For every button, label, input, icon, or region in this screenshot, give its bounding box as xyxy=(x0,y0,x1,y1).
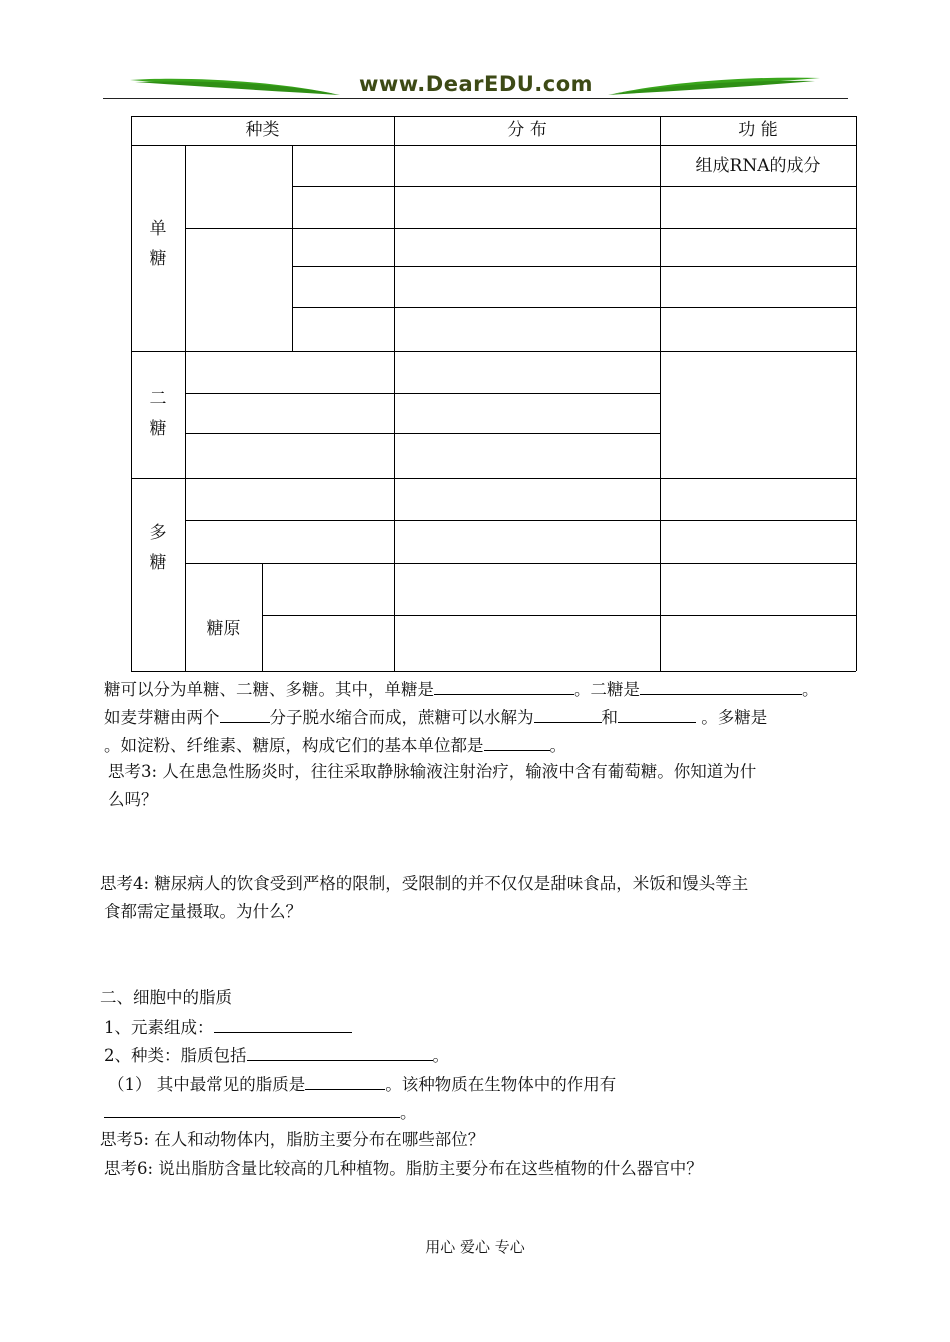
col-header-type: 种类 xyxy=(245,120,280,140)
think-question-3-line1: 思考3: 人在患急性肠炎时，往往采取静脉输液注射治疗，输液中含有葡萄糖。你知道为什 xyxy=(108,762,757,781)
table-border xyxy=(131,351,856,352)
vertical-char: 二 xyxy=(149,389,167,409)
table-border xyxy=(185,520,856,521)
fill-blank[interactable] xyxy=(214,1016,352,1033)
fill-blank[interactable] xyxy=(305,1073,385,1090)
text-segment: 如麦芽糖由两个 xyxy=(104,708,220,727)
text-segment: 糖可以分为单糖、二糖、多糖。其中，单糖是 xyxy=(104,680,434,699)
vertical-char: 糖 xyxy=(149,249,167,269)
group-label-polysaccharide xyxy=(148,518,168,578)
sugar-classification-line2 xyxy=(104,706,767,728)
text-segment: 和 xyxy=(601,708,618,727)
group-label-disaccharide-text xyxy=(148,384,168,444)
table-border xyxy=(262,615,856,616)
table-border xyxy=(185,563,856,564)
text-segment: 分子脱水缩合而成，蔗糖可以水解为 xyxy=(269,708,534,727)
group-label-polysaccharide-text xyxy=(148,518,168,578)
sugar-classification-line3 xyxy=(104,734,566,756)
fill-blank[interactable] xyxy=(220,706,270,723)
text-segment: 。 xyxy=(549,736,566,755)
vertical-char: 糖 xyxy=(149,419,167,439)
table-border xyxy=(292,266,856,267)
text-segment: 。 xyxy=(802,680,819,699)
table-border xyxy=(131,116,856,117)
table-border xyxy=(185,228,856,229)
section-title-lipids: 二、细胞中的脂质 xyxy=(100,988,232,1007)
group-label-monosaccharide xyxy=(148,214,168,274)
vertical-char: 单 xyxy=(149,219,167,239)
think-question-6: 思考6: 说出脂肪含量比较高的几种植物。脂肪主要分布在这些植物的什么器官中？ xyxy=(104,1159,703,1178)
think-question-4-line1: 思考4: 糖尿病人的饮食受到严格的限制，受限制的并不仅仅是甜味食品，米饭和馒头等主 xyxy=(100,874,749,893)
lipid-item-1 xyxy=(104,1016,352,1038)
page-footer: 用心 爱心 专心 xyxy=(425,1238,525,1256)
group-label-monosaccharide-text xyxy=(148,214,168,274)
table-border xyxy=(292,186,856,187)
table-border xyxy=(131,116,132,671)
logo-text: www.DearEDU.com xyxy=(358,72,594,96)
group-label-disaccharide xyxy=(148,384,168,444)
table-border xyxy=(262,563,263,671)
table-border xyxy=(131,671,856,672)
text-segment: （1） 其中最常见的脂质是 xyxy=(108,1075,306,1094)
think-question-4-line2: 食都需定量摄取。为什么？ xyxy=(104,902,302,921)
text-segment: 2、种类：脂质包括 xyxy=(104,1046,247,1065)
think-question-5: 思考5: 在人和动物体内，脂肪主要分布在哪些部位？ xyxy=(100,1130,485,1149)
text-segment: 。如淀粉、纤维素、糖原，构成它们的基本单位都是 xyxy=(104,736,484,755)
table-border xyxy=(660,116,661,671)
table-border xyxy=(292,307,856,308)
think-question-3-line2: 么吗？ xyxy=(108,790,158,809)
col-header-distribution: 分 布 xyxy=(507,120,547,140)
table-border xyxy=(856,116,857,671)
fill-blank[interactable] xyxy=(534,706,602,723)
sugar-classification-line1 xyxy=(104,678,819,700)
fill-blank[interactable] xyxy=(247,1044,433,1061)
lipid-item-2 xyxy=(104,1044,449,1066)
text-segment: 。该种物质在生物体中的作用有 xyxy=(385,1075,617,1094)
table-border xyxy=(131,145,856,146)
rna-function-cell: 组成RNA的成分 xyxy=(695,156,821,176)
glycogen-label: 糖原 xyxy=(206,619,241,639)
table-border xyxy=(131,478,856,479)
table-border xyxy=(185,433,660,434)
table-border xyxy=(394,116,395,671)
fill-blank[interactable] xyxy=(484,734,550,751)
vertical-char: 糖 xyxy=(149,553,167,573)
table-border xyxy=(185,393,660,394)
text-segment: 。 xyxy=(400,1103,417,1122)
text-segment: 1、元素组成： xyxy=(104,1018,214,1037)
text-segment: 。 xyxy=(432,1046,449,1065)
fill-blank[interactable] xyxy=(104,1101,400,1118)
lipid-item-3 xyxy=(108,1073,616,1095)
table-border xyxy=(292,145,293,351)
fill-blank[interactable] xyxy=(434,678,574,695)
text-segment: 。二糖是 xyxy=(574,680,640,699)
text-segment: 。多糖是 xyxy=(701,708,768,727)
fill-blank[interactable] xyxy=(640,678,802,695)
fill-blank[interactable] xyxy=(618,706,696,723)
lipid-item-3-answer xyxy=(104,1101,417,1123)
vertical-char: 多 xyxy=(149,523,167,543)
col-header-function: 功 能 xyxy=(738,120,778,140)
table-border xyxy=(185,145,186,671)
